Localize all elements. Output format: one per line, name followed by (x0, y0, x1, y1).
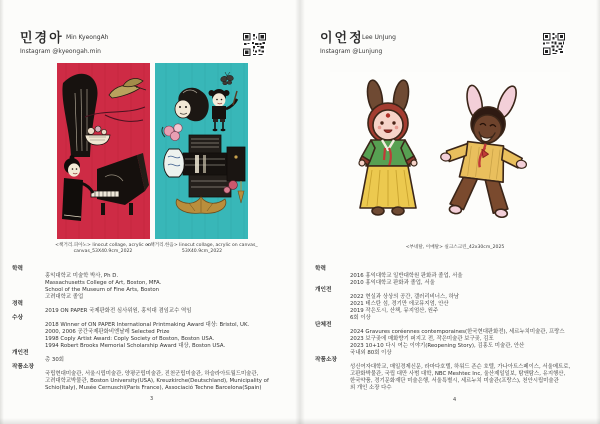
page-fold-shadow (295, 0, 305, 424)
artwork-caption: <부네탈, 이매탈> 실크스크린_42x30cm_2025 (405, 245, 505, 250)
cv-section-solo-exhibitions: 개인전 2022 현실과 상상의 공간, 갤러리비너스, 하남 2021 테스탄 섬, 경기만 에코뮤지엄, 안산 2019 작은도시, 산책, 뮤지엄산, 원주 6회 이상 (315, 287, 460, 321)
cv-section-solo-exhibitions: 개인전 총 30회 (12, 350, 64, 363)
cv-section-awards: 수상 2018 Winner of ON PAPER International Printmaking Award 대상: Bristol, UK. 2000, 2006 공간국제판화비엔날레 Selected Prize 1998 Coply Artist Award: Coply Society of Boston, Boston USA. 1994 Robert Brooks Memorial Scholarship Award 대상, Boston USA. (12, 315, 250, 349)
page-number: 4 (453, 397, 457, 403)
left-artist-name-korean: 민경아 (20, 31, 64, 46)
artwork-bunetal-imaetal (330, 72, 570, 240)
right-instagram-handle: Instagram @Lunjung (320, 48, 383, 55)
cv-section-education: 학력 2016 홍익대학교 일반대학원 판화과 졸업, 서울 2010 홍익대학교 판화과 졸업, 서울 (315, 266, 463, 286)
artwork-caption: <책거리.한음> linocut collage, acrylic on canvas_ 53X40.9cm_2022 (146, 243, 258, 254)
left-artist-name-english: Min KyeongAh (66, 34, 109, 41)
page-number: 3 (150, 396, 154, 402)
right-artist-name-korean: 이언정 (320, 31, 364, 46)
left-page-cv (12, 266, 296, 392)
qr-code-icon (543, 33, 565, 55)
cv-section-group-exhibitions: 단체전 2024 Gravures coréennes contemporaines(한국현대판화전), 세르누치미술관, 프랑스 2023 보구곶에 매화향기 퍼지고 전, 작은미술관 보구곶, 김포 2023 10+10 다시 여는 이야기(Reopening Story), 김홍도 미술관, 안산 국내외 80회 이상 (315, 322, 565, 356)
artwork-chaekgeori-piano (57, 63, 150, 239)
artwork-chaekgeori-haneum (155, 63, 248, 239)
left-instagram-handle: Instagram @kyeongah.min (20, 48, 101, 55)
scan-edge-shadow (0, 418, 600, 424)
cv-section-collections: 작품소장 성신여자대학교, 매일경제신문, 라마다호텔, 하워드 존슨 호텔, 가나아트스페이스, 서울메트로, 고판화박물관, 국립 대만 사범 대학, NBC Meshtec Inc, 울산제일일보, 탐앤탐스, 유지행산, 한국약품, 경기문화재단 미술은행, 서울특별시, 세르누치 미술관(프랑스), 천안시립미술관 외 개인 소장 다수 (315, 357, 571, 391)
artwork-caption: <책거리.피아노> linocut collage, acrylic on canvas_53X40.9cm_2022 (55, 243, 151, 254)
cv-section-career: 경력 2019 ON PAPER 국제판화전 심사위원, 홍익대 겸임교수 역임 (12, 301, 192, 314)
qr-code-icon (243, 33, 266, 56)
right-page-cv (315, 266, 597, 392)
scan-edge-shadow (0, 0, 4, 424)
cv-section-education: 학력 홍익대학교 미술학 박사, Ph D. Massachusetts College of Art, Boston, MFA. School of the Museum of Fine Arts, Boston 고려대학교 졸업 (12, 266, 162, 300)
cv-section-collections: 작품소장 국립현대미술관, 서울시립미술관, 양평군립미술관, 진천군립미술관, 하슬라아트월드미술관, 고려대학교박물관, Boston University(USA), Kreuzkirche(Deutschland), Municipality of Schio(Italy), Musée Cernuschi(Paris France), Associació Techne Barcelona(Spain) (12, 364, 269, 391)
right-artist-name-english: Lee UnJung (362, 34, 396, 41)
scan-edge-shadow (596, 0, 600, 424)
